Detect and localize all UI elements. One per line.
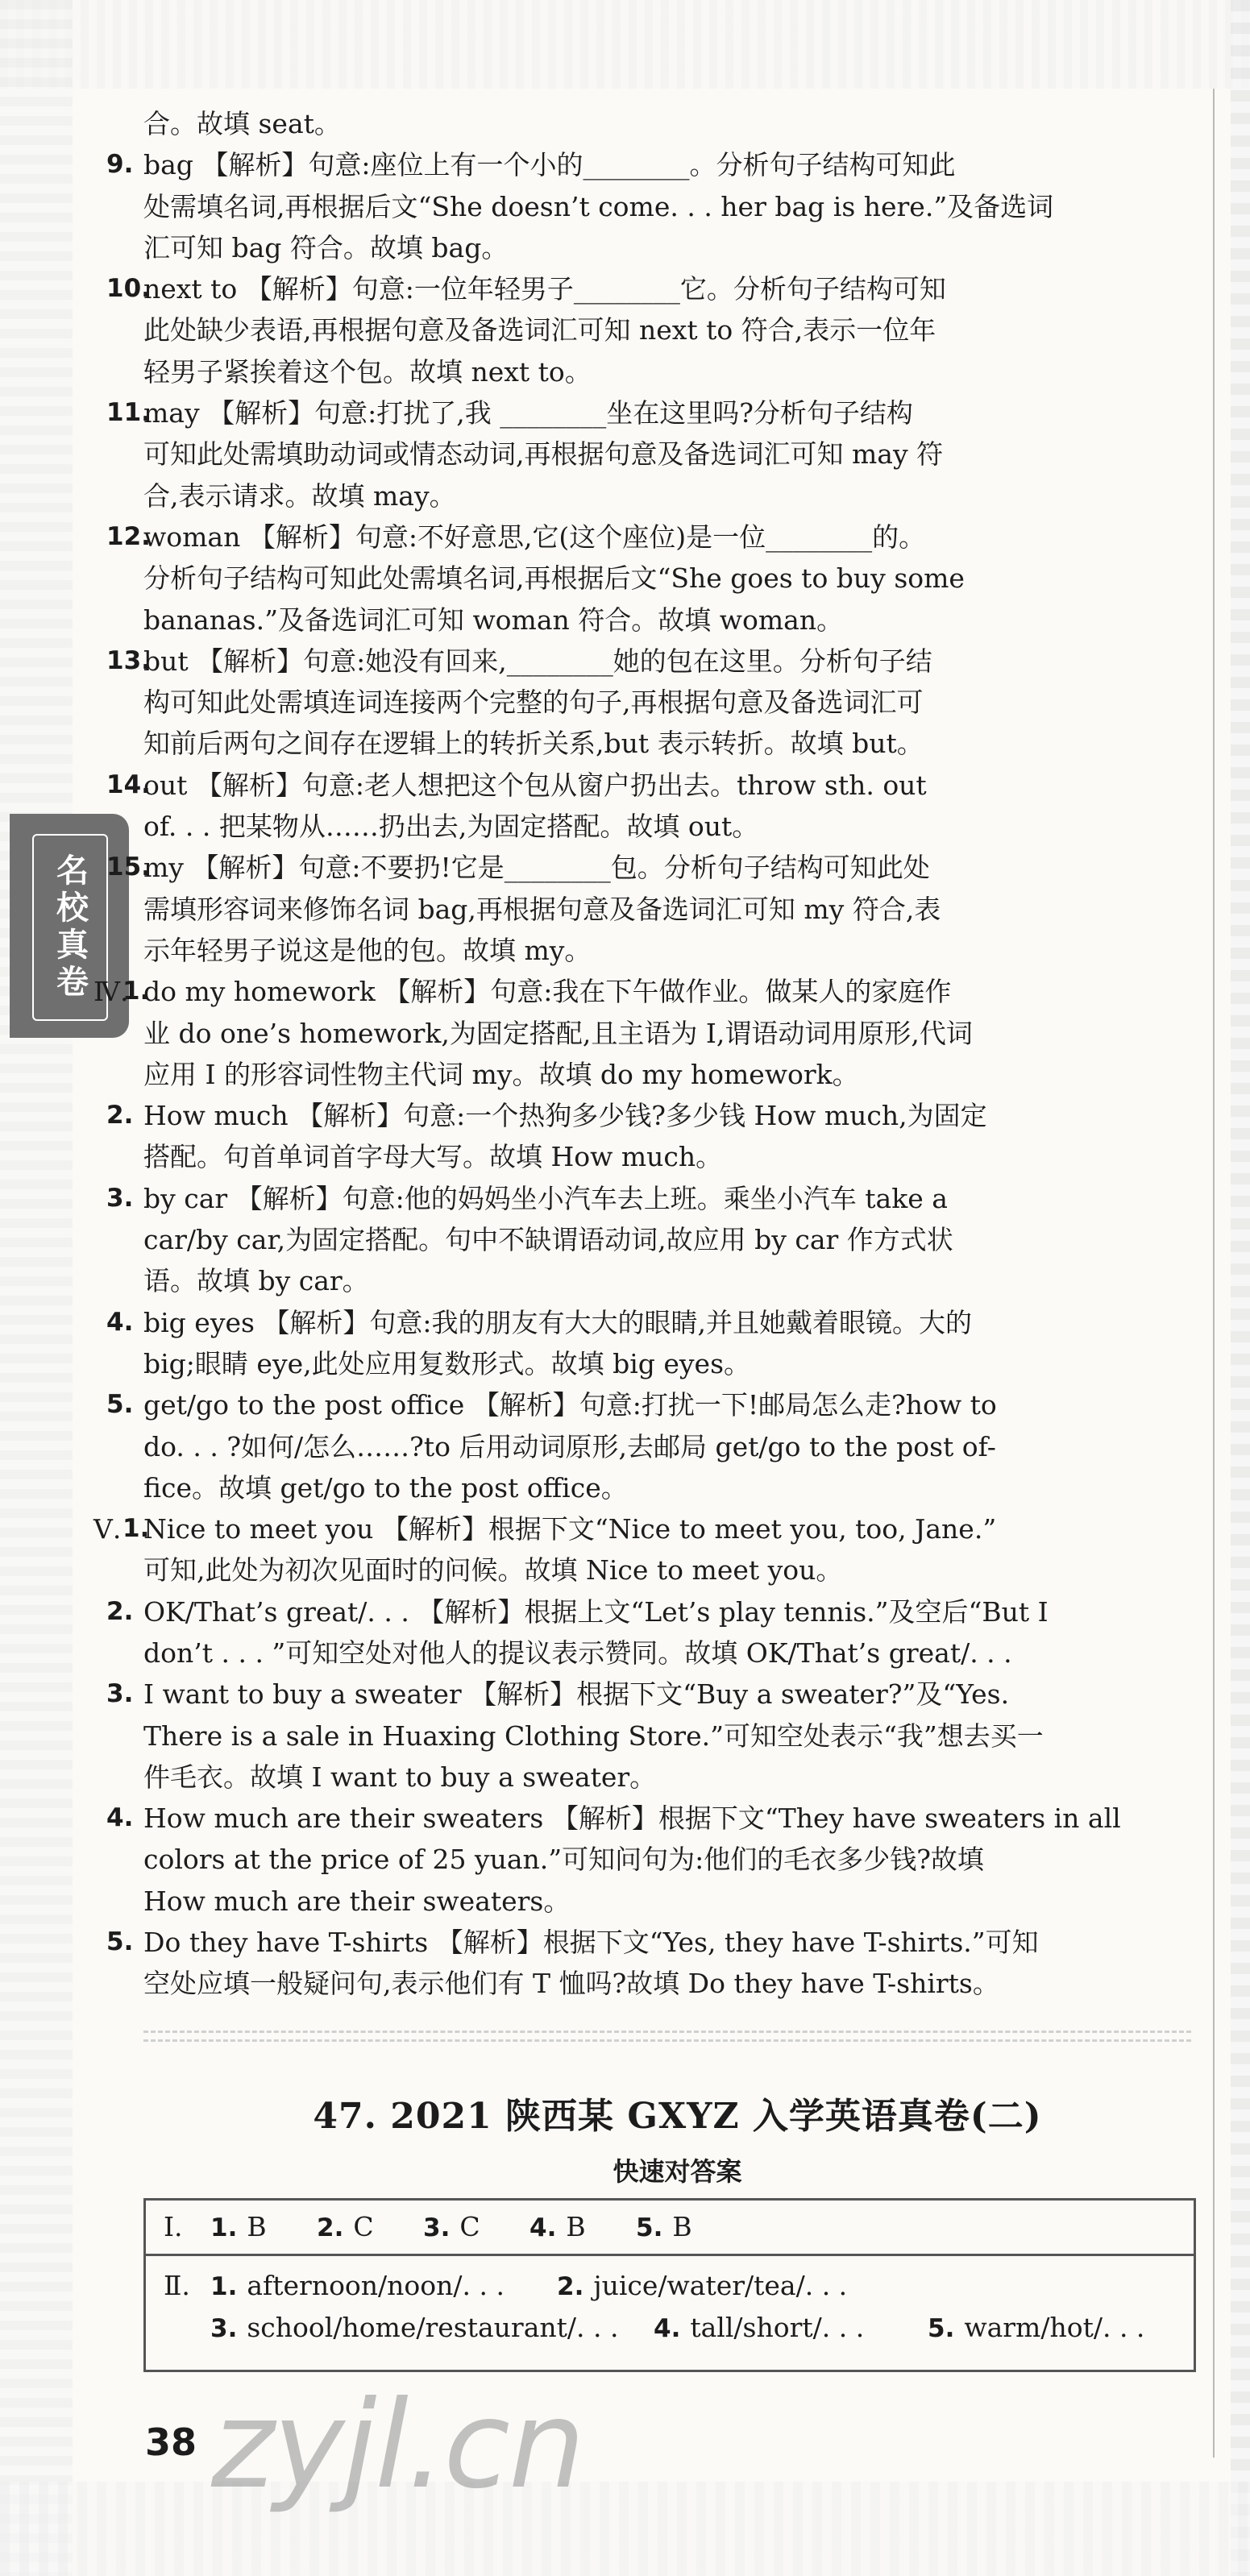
page-border-top	[0, 0, 1250, 89]
item-number: 4.	[106, 1307, 134, 1337]
entry-number: 2.	[317, 2213, 344, 2242]
item-text: do my homework 【解析】句意:我在下午做作业。做某人的家庭作 业 do one’s homework,为固定搭配,且主语为 I,谓语动词用原形,代词 应用 I 的形容词性物主代词 my。故填 do my homework。	[143, 976, 973, 1090]
item-number: 1.	[123, 977, 150, 1006]
item-text: out 【解析】句意:老人想把这个包从窗户扔出去。throw sth. out of. . . 把某物从……扔出去,为固定搭配。故填 out。	[143, 769, 927, 843]
entry-number: 1.	[210, 2272, 238, 2301]
answer-item	[106, 1302, 1211, 1385]
page-number: 38	[145, 2420, 197, 2464]
item-number: 4.	[106, 1803, 134, 1833]
answer-key-row-2	[146, 2256, 1194, 2370]
item-text: OK/That’s great/. . . 【解析】根据上文“Let’s play tennis.”及空后“But I don’t . . . ”可知空处对他人的提议表示赞同。故填 OK/That’s great/. . .	[143, 1595, 1049, 1669]
answer-key-entry	[317, 2201, 374, 2255]
answer-item	[106, 1922, 1211, 2005]
answer-item	[106, 516, 1211, 641]
answer-key-entry	[636, 2201, 692, 2255]
item-text: may 【解析】句意:打扰了,我 ________坐在这里吗?分析句子结构 可知此处需填助动词或情态动词,再根据句意及备选词汇可知 may 符 合,表示请求。故填 may。	[143, 397, 944, 512]
item-number: 13.	[106, 645, 151, 675]
entry-answer: C	[459, 2211, 480, 2242]
section-divider	[143, 2031, 1191, 2042]
answer-key-entry	[210, 2201, 267, 2255]
entry-answer: B	[566, 2211, 586, 2242]
item-text: woman 【解析】句意:不好意思,它(这个座位)是一位________的。 分析句子结构可知此处需填名词,再根据后文“She goes to buy some bananas.”及备选词汇可知 woman 符合。故填 woman。	[143, 521, 965, 636]
answer-item	[106, 1674, 1211, 1798]
entry-answer: B	[247, 2211, 267, 2242]
answer-item	[93, 971, 1211, 1095]
answer-key-entry	[210, 2308, 618, 2349]
item-text: my 【解析】句意:不要扔!它是________包。分析句子结构可知此处 需填形容词来修饰名词 bag,再根据句意及备选词汇可知 my 符合,表 示年轻男子说这是他的包。故填 my。	[143, 852, 941, 966]
answer-item	[106, 1178, 1211, 1302]
answer-item	[106, 641, 1211, 765]
entry-answer: C	[353, 2211, 374, 2242]
answer-item	[106, 1798, 1211, 1922]
answer-item	[106, 144, 1211, 268]
item-number: 9.	[106, 150, 134, 180]
answer-key-row-1	[146, 2201, 1194, 2256]
section-numeral: Ⅳ.	[93, 976, 129, 1008]
item-number: 5.	[106, 1390, 134, 1420]
continued-line	[143, 103, 1211, 144]
entry-answer: afternoon/noon/. . .	[247, 2270, 505, 2301]
answer-item	[106, 1384, 1211, 1508]
right-margin-rule	[1213, 89, 1215, 2458]
answer-item	[106, 1591, 1211, 1674]
watermark: zyjl.cn	[211, 2375, 584, 2516]
item-number: 10.	[106, 274, 151, 304]
entry-answer: school/home/restaurant/. . .	[247, 2312, 619, 2343]
answer-item	[93, 1508, 1211, 1591]
answer-item	[106, 847, 1211, 971]
answer-key-entry	[529, 2201, 586, 2255]
item-text: bag 【解析】句意:座位上有一个小的________。分析句子结构可知此 处需填名词,再根据后文“She doesn’t come. . . her bag is here.”及备选词 汇可知 bag 符合。故填 bag。	[143, 149, 1054, 263]
item-text: by car 【解析】句意:他的妈妈坐小汽车去上班。乘坐小汽车 take a car/by car,为固定搭配。句中不缺谓语动词,故应用 by car 作方式状 语。故填 by car。	[143, 1182, 953, 1297]
item-number: 15.	[106, 852, 151, 882]
item-text: next to 【解析】句意:一位年轻男子________它。分析句子结构可知 此处缺少表语,再根据句意及备选词汇可知 next to 符合,表示一位年 轻男子紧挨着这个包。故填 next to。	[143, 273, 946, 388]
item-text: Do they have T-shirts 【解析】根据下文“Yes, they have T-shirts.”可知 空处应填一般疑问句,表示他们有 T 恤吗?故填 Do they have T-shirts。	[143, 1927, 1039, 2000]
row-numeral: Ⅰ.	[164, 2211, 183, 2242]
page-border-bottom	[0, 2482, 1250, 2576]
answer-item	[106, 1095, 1211, 1178]
answer-item	[106, 392, 1211, 516]
entry-answer: warm/hot/. . .	[964, 2312, 1145, 2343]
section-numeral: Ⅴ.	[93, 1513, 122, 1545]
side-tab-label: 名校真卷	[51, 853, 89, 1002]
item-number: 2.	[106, 1596, 134, 1626]
entry-answer: tall/short/. . .	[690, 2312, 865, 2343]
item-number: 3.	[106, 1183, 134, 1213]
page-border-left	[0, 0, 73, 2576]
item-number: 1.	[123, 1514, 150, 1544]
entry-number: 4.	[529, 2213, 557, 2242]
item-text: Nice to meet you 【解析】根据下文“Nice to meet you, too, Jane.” 可知,此处为初次见面时的问候。故填 Nice to meet you。	[143, 1513, 997, 1587]
answer-content	[93, 103, 1211, 2005]
page-border-right	[1231, 0, 1250, 2576]
answer-item	[106, 268, 1211, 392]
entry-number: 1.	[210, 2213, 238, 2242]
entry-answer: B	[672, 2211, 692, 2242]
section-title: 47. 2021 陕西某 GXYZ 入学英语真卷(二)	[313, 2096, 1042, 2137]
answer-key-box	[143, 2198, 1196, 2372]
continued-text: 合。故填 seat。	[143, 108, 341, 139]
item-text: but 【解析】句意:她没有回来,________她的包在这里。分析句子结 构可知此处需填连词连接两个完整的句子,再根据句意及备选词汇可 知前后两句之间存在逻辑上的转折关系,but 表示转折。故填 but。	[143, 645, 932, 760]
answer-key-entry	[928, 2308, 1144, 2349]
answer-key-entry	[210, 2266, 505, 2307]
row-numeral: Ⅱ.	[164, 2270, 190, 2301]
quick-answer-heading: 快速对答案	[613, 2156, 742, 2187]
answer-item	[106, 765, 1211, 848]
entry-number: 2.	[557, 2272, 584, 2301]
item-text: How much 【解析】句意:一个热狗多少钱?多少钱 How much,为固定 搭配。句首单词首字母大写。故填 How much。	[143, 1100, 987, 1173]
entry-number: 3.	[423, 2213, 451, 2242]
entry-number: 3.	[210, 2314, 238, 2343]
answer-key-entry	[423, 2201, 480, 2255]
item-number: 12.	[106, 521, 151, 551]
entry-number: 5.	[636, 2213, 663, 2242]
entry-number: 4.	[654, 2314, 681, 2343]
item-text: I want to buy a sweater 【解析】根据下文“Buy a sweater?”及“Yes. There is a sale in Huaxing Clothing Store.”可知空处表示“我”想去买一 件毛衣。故填 I want to buy a sweater。	[143, 1678, 1044, 1793]
item-number: 11.	[106, 398, 151, 428]
entry-answer: juice/water/tea/. . .	[593, 2270, 848, 2301]
answer-key-entry	[654, 2308, 864, 2349]
item-text: big eyes 【解析】句意:我的朋友有大大的眼睛,并且她戴着眼镜。大的 big;眼睛 eye,此处应用复数形式。故填 big eyes。	[143, 1306, 973, 1379]
entry-number: 5.	[928, 2314, 955, 2343]
item-text: How much are their sweaters 【解析】根据下文“They have sweaters in all colors at the price of 25 yuan.”可知问句为:他们的毛衣多少钱?故填 How much are their sweaters。	[143, 1802, 1121, 1917]
item-number: 3.	[106, 1679, 134, 1709]
item-number: 2.	[106, 1101, 134, 1130]
item-number: 5.	[106, 1927, 134, 1957]
item-number: 14.	[106, 769, 151, 799]
item-text: get/go to the post office 【解析】句意:打扰一下!邮局怎么走?how to do. . . ?如何/怎么……?to 后用动词原形,去邮局 get/go to the post of- fice。故填 get/go to the post office。	[143, 1389, 997, 1504]
answer-key-entry	[557, 2266, 847, 2307]
